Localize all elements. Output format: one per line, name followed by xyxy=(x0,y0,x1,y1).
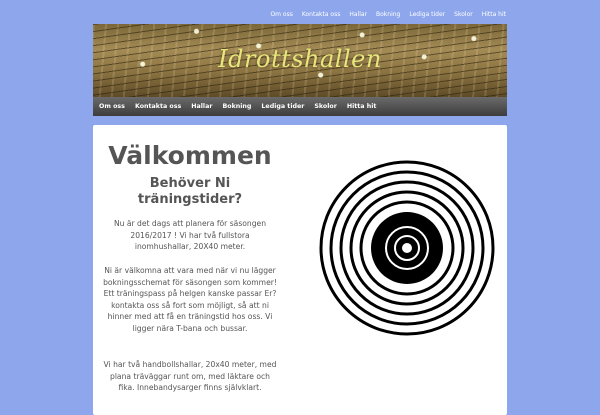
main-nav-bokning[interactable]: Bokning xyxy=(222,103,252,110)
page-title: Välkommen xyxy=(108,141,272,170)
content-panel xyxy=(93,125,507,415)
main-nav-lediga-tider[interactable]: Lediga tider xyxy=(261,103,305,110)
top-nav-kontakta-oss[interactable]: Kontakta oss xyxy=(301,11,341,18)
top-nav-lediga-tider[interactable]: Lediga tider xyxy=(409,11,446,18)
header-banner xyxy=(93,24,507,97)
main-nav-kontakta-oss[interactable]: Kontakta oss xyxy=(134,103,182,110)
paragraph-season: Nu är det dags att planera för säsongen 2016/2017 ! Vi har två fullstora inomhushallar, 20X40 meter. xyxy=(113,219,267,252)
top-nav-bokning[interactable]: Bokning xyxy=(376,11,401,18)
top-nav-hallar[interactable]: Hallar xyxy=(349,11,368,18)
top-navigation xyxy=(261,11,506,18)
top-nav-skolor[interactable]: Skolor xyxy=(454,11,473,18)
main-nav-hitta-hit[interactable]: Hitta hit xyxy=(346,103,377,110)
paragraph-booking: Ni är välkomna att vara med när vi nu lägger bokningsschemat för säsongen som kommer! Ett träningspass på helgen kanske passar Er? kontakta oss så fort som möjligt, så att ni hinner med att få en träningstid hos oss. Vi ligger nära T-bana och bussar. xyxy=(103,266,277,333)
main-nav-hallar[interactable]: Hallar xyxy=(191,103,213,110)
top-nav-hitta-hit[interactable]: Hitta hit xyxy=(481,11,506,18)
main-nav-om-oss[interactable]: Om oss xyxy=(99,103,125,110)
top-nav-om-oss[interactable]: Om oss xyxy=(270,11,293,18)
page-subtitle: Behöver Ni träningstider? xyxy=(137,176,243,207)
paragraph-halls: Vi har två handbollshallar, 20x40 meter, med plana träväggar runt om, med läktare och fika. Innebandysarger finns självklart. xyxy=(103,360,277,393)
site-title[interactable]: Idrottshallen xyxy=(218,45,382,73)
target-icon xyxy=(319,160,495,336)
main-nav-skolor[interactable]: Skolor xyxy=(314,103,337,110)
main-navigation xyxy=(93,97,507,116)
